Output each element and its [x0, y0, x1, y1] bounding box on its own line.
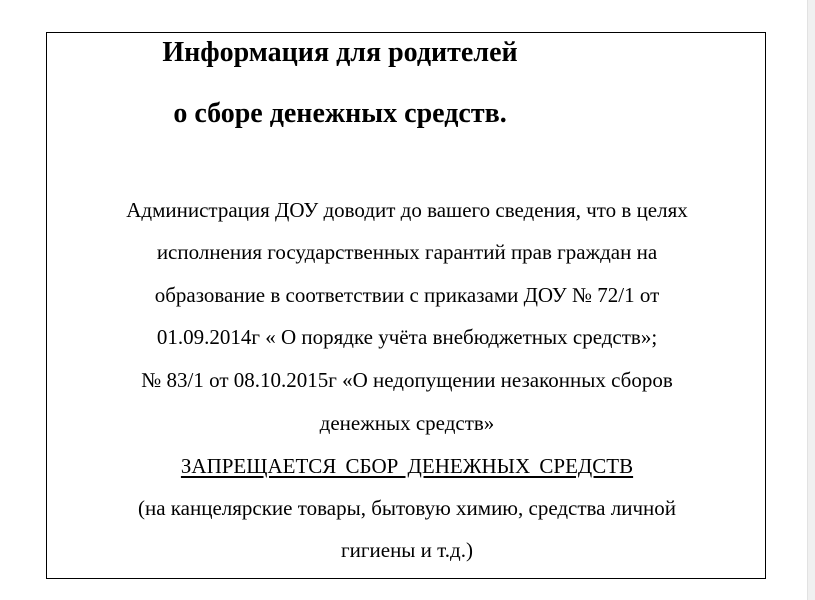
notice-body-line: 01.09.2014г « О порядке учёта внебюджетных средств»; [156, 325, 658, 349]
prohibition-heading: ЗАПРЕЩАЕТСЯ СБОР ДЕНЕЖНЫХ СРЕДСТВ [180, 454, 634, 478]
notice-title-line-2: о сборе денежных средств. [173, 98, 507, 129]
notice-title-line-1: Информация для родителей [162, 37, 518, 68]
notice-body-line: (на канцелярские товары, бытовую химию, средства личной [137, 496, 677, 520]
notice-body-line: гигиены и т.д.) [341, 538, 473, 562]
notice-body-line: образование в соответствии с приказами ДОУ № 72/1 от [154, 283, 660, 307]
notice-body-line: исполнения государственных гарантий прав граждан на [156, 240, 658, 264]
notice-body-line: Администрация ДОУ доводит до вашего сведения, что в целях [126, 198, 688, 222]
notice-body-line: денежных средств» [319, 411, 495, 435]
notice-body-line: № 83/1 от 08.10.2015г «О недопущении незаконных сборов [141, 368, 673, 392]
